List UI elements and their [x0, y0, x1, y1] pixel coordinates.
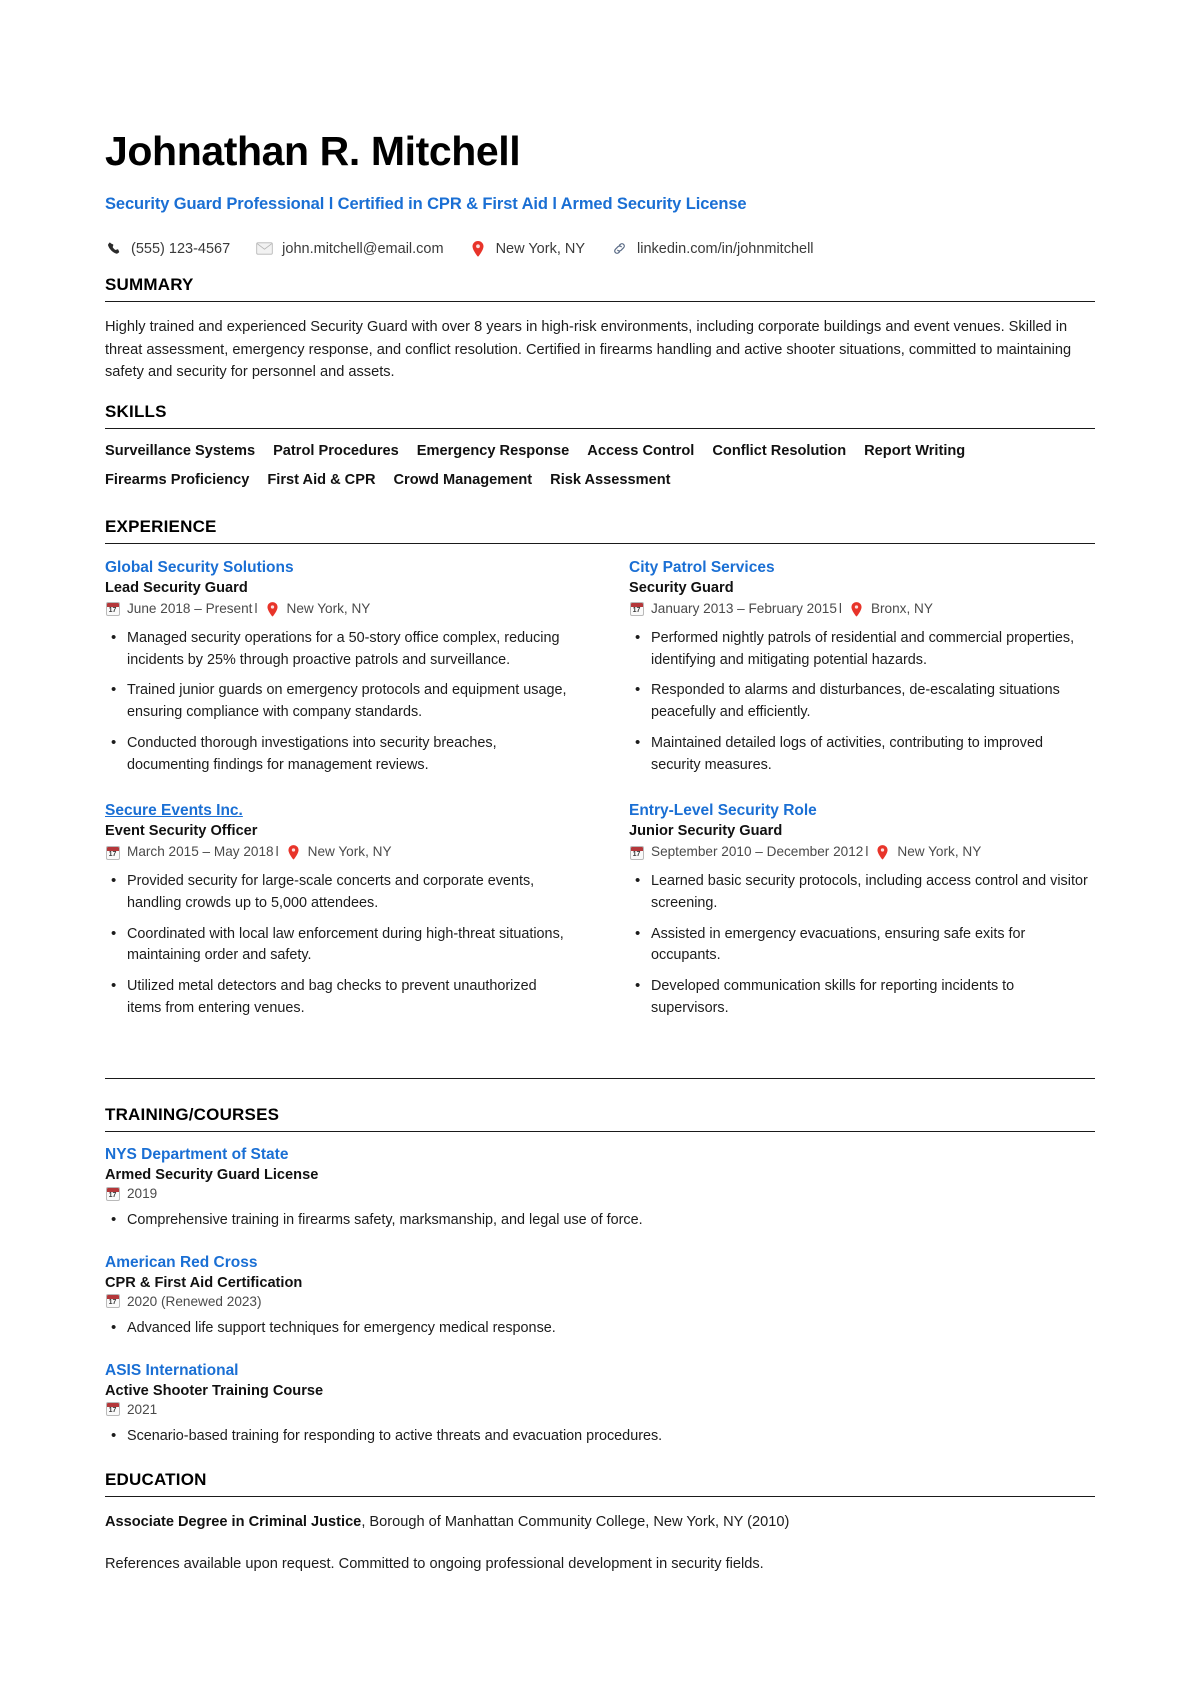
location-pin-icon — [849, 602, 864, 617]
meta-separator: l — [254, 601, 258, 617]
skills-section — [105, 402, 1095, 499]
education-entry — [105, 1511, 1095, 1534]
experience-company[interactable]: Secure Events Inc. — [105, 801, 243, 819]
contact-email-text: john.mitchell@email.com — [282, 240, 444, 257]
experience-bullet: • Performed nightly patrols of residential and commercial properties, identifying and mitigating potential hazards. — [651, 628, 1095, 672]
meta-separator: l — [865, 844, 869, 860]
calendar-icon: 17 — [105, 1294, 120, 1309]
skill-chip: Risk Assessment — [550, 471, 671, 488]
experience-dates: June 2018 – Present — [127, 601, 253, 617]
training-bullet: • Comprehensive training in firearms safety, marksmanship, and legal use of force. — [127, 1210, 1095, 1232]
education-divider — [105, 1496, 1095, 1497]
summary-divider — [105, 301, 1095, 302]
training-top-divider — [105, 1078, 1095, 1079]
training-course-title: Active Shooter Training Course — [105, 1382, 324, 1399]
training-organization[interactable]: NYS Department of State — [105, 1146, 289, 1164]
experience-entry — [629, 801, 1095, 1020]
experience-bullet: • Utilized metal detectors and bag checks to prevent unauthorized items from entering venues. — [127, 976, 571, 1020]
experience-location: Bronx, NY — [870, 601, 933, 617]
training-course-title: Armed Security Guard License — [105, 1167, 319, 1184]
experience-section — [105, 517, 1095, 1044]
calendar-icon: 17 — [105, 845, 120, 860]
skill-chip: Firearms Proficiency — [105, 471, 250, 488]
experience-dates: March 2015 – May 2018 — [127, 844, 274, 860]
training-entry — [105, 1362, 1095, 1448]
experience-company[interactable]: Global Security Solutions — [105, 558, 294, 576]
training-course-title: CPR & First Aid Certification — [105, 1274, 303, 1291]
contact-email[interactable] — [256, 240, 443, 257]
training-date-row — [105, 1294, 1095, 1309]
experience-meta — [629, 599, 1095, 619]
summary-section — [105, 275, 1095, 384]
skill-chip: Crowd Management — [393, 471, 533, 488]
experience-meta — [105, 842, 571, 862]
education-section — [105, 1470, 1095, 1576]
calendar-icon: 17 — [629, 845, 644, 860]
skill-chip: Report Writing — [864, 442, 966, 459]
training-organization[interactable]: American Red Cross — [105, 1253, 258, 1271]
contact-row — [105, 240, 1095, 257]
experience-role: Junior Security Guard — [629, 823, 783, 840]
training-date: 2020 (Renewed 2023) — [127, 1293, 262, 1309]
summary-heading: SUMMARY — [105, 275, 194, 295]
experience-bullet: • Assisted in emergency evacuations, ensuring safe exits for occupants. — [651, 924, 1095, 968]
experience-bullet: • Developed communication skills for reporting incidents to supervisors. — [651, 976, 1095, 1020]
experience-column-right — [629, 558, 1095, 1044]
experience-bullet-list — [105, 871, 571, 1020]
experience-entry — [105, 801, 571, 1020]
experience-columns — [105, 558, 1095, 1044]
location-pin-icon — [875, 845, 890, 860]
experience-bullet: • Coordinated with local law enforcement during high-threat situations, maintaining order and safety. — [127, 924, 571, 968]
experience-bullet-list — [629, 628, 1095, 777]
calendar-icon: 17 — [105, 1186, 120, 1201]
training-section — [105, 1105, 1095, 1448]
experience-bullet: • Responded to alarms and disturbances, de-escalating situations peacefully and efficiently. — [651, 680, 1095, 724]
experience-dates: January 2013 – February 2015 — [651, 601, 837, 617]
training-date-row — [105, 1186, 1095, 1201]
training-heading: TRAINING/COURSES — [105, 1105, 280, 1125]
skill-chip: Patrol Procedures — [273, 442, 399, 459]
experience-company[interactable]: City Patrol Services — [629, 558, 775, 576]
contact-location-text: New York, NY — [495, 240, 586, 257]
contact-linkedin-text: linkedin.com/in/johnmitchell — [637, 240, 814, 257]
closing-statement: References available upon request. Committed to ongoing professional development in security fields. — [105, 1556, 764, 1573]
experience-bullet: • Conducted thorough investigations into security breaches, documenting findings for management reviews. — [127, 733, 571, 777]
experience-location: New York, NY — [307, 844, 392, 860]
training-date: 2021 — [127, 1401, 158, 1417]
experience-bullet: • Trained junior guards on emergency protocols and equipment usage, ensuring compliance with company standards. — [127, 680, 571, 724]
training-bullet-list — [105, 1318, 1095, 1340]
experience-bullet: • Provided security for large-scale concerts and corporate events, handling crowds up to 5,000 attendees. — [127, 871, 571, 915]
training-bullet-list — [105, 1210, 1095, 1232]
education-degree: Associate Degree in Criminal Justice — [105, 1513, 362, 1530]
email-icon — [256, 240, 273, 257]
link-icon — [611, 240, 628, 257]
experience-heading: EXPERIENCE — [105, 516, 217, 536]
candidate-name: Johnathan R. Mitchell — [105, 128, 521, 174]
skills-row-1 — [105, 443, 1095, 470]
contact-location — [470, 240, 585, 257]
experience-bullet-list — [629, 871, 1095, 1020]
experience-entry — [629, 558, 1095, 777]
experience-location: New York, NY — [286, 601, 371, 617]
meta-separator: l — [838, 601, 842, 617]
skill-chip: Surveillance Systems — [105, 442, 256, 459]
education-institution: , Borough of Manhattan Community College, New York, NY (2010) — [361, 1513, 790, 1530]
education-heading: EDUCATION — [105, 1469, 207, 1489]
skill-chip: Emergency Response — [416, 442, 570, 459]
experience-meta — [629, 842, 1095, 862]
experience-company[interactable]: Entry-Level Security Role — [629, 801, 817, 819]
experience-dates: September 2010 – December 2012 — [651, 844, 864, 860]
summary-text: Highly trained and experienced Security Guard with over 8 years in high-risk environments, including corporate buildings and event venues. Skilled in threat assessment, emergency response, and conflict resolution. Certified in firearms handling and active shooter situations, committed to maintaining safety and security for personnel and assets. — [105, 319, 1072, 381]
meta-separator: l — [275, 844, 279, 860]
experience-column-left — [105, 558, 571, 1044]
professional-headline: Security Guard Professional l Certified in CPR & First Aid l Armed Security License — [105, 195, 747, 214]
skill-chip: Access Control — [587, 442, 695, 459]
phone-icon — [105, 240, 122, 257]
skills-row-2 — [105, 472, 1095, 499]
training-date: 2019 — [127, 1186, 158, 1202]
contact-phone[interactable] — [105, 240, 230, 257]
skills-divider — [105, 428, 1095, 429]
training-list — [105, 1146, 1095, 1448]
experience-location: New York, NY — [897, 844, 982, 860]
experience-bullet-list — [105, 628, 571, 777]
training-date-row — [105, 1402, 1095, 1417]
experience-bullet: • Maintained detailed logs of activities, contributing to improved security measures. — [651, 733, 1095, 777]
experience-role: Lead Security Guard — [105, 580, 248, 597]
contact-phone-text: (555) 123-4567 — [131, 240, 231, 257]
experience-bullet: • Managed security operations for a 50-story office complex, reducing incidents by 25% through proactive patrols and surveillance. — [127, 628, 571, 672]
location-pin-icon — [265, 602, 280, 617]
training-organization[interactable]: ASIS International — [105, 1361, 239, 1379]
calendar-icon: 17 — [105, 1402, 120, 1417]
location-pin-icon — [470, 240, 487, 257]
skills-heading: SKILLS — [105, 401, 167, 421]
experience-entry — [105, 558, 571, 777]
training-bullet: • Advanced life support techniques for emergency medical response. — [127, 1318, 1095, 1340]
experience-role: Event Security Officer — [105, 823, 258, 840]
training-bullet-list — [105, 1426, 1095, 1448]
experience-role: Security Guard — [629, 580, 734, 597]
training-entry — [105, 1254, 1095, 1340]
skill-chip: First Aid & CPR — [267, 471, 376, 488]
skill-chip: Conflict Resolution — [712, 442, 847, 459]
contact-linkedin[interactable] — [611, 240, 814, 257]
training-entry — [105, 1146, 1095, 1232]
experience-bullet: • Learned basic security protocols, including access control and visitor screening. — [651, 871, 1095, 915]
location-pin-icon — [286, 845, 301, 860]
experience-divider — [105, 543, 1095, 544]
calendar-icon: 17 — [105, 602, 120, 617]
training-bullet: • Scenario-based training for responding to active threats and evacuation procedures. — [127, 1426, 1095, 1448]
experience-meta — [105, 599, 571, 619]
training-divider — [105, 1131, 1095, 1132]
calendar-icon: 17 — [629, 602, 644, 617]
resume-header — [105, 130, 1095, 257]
